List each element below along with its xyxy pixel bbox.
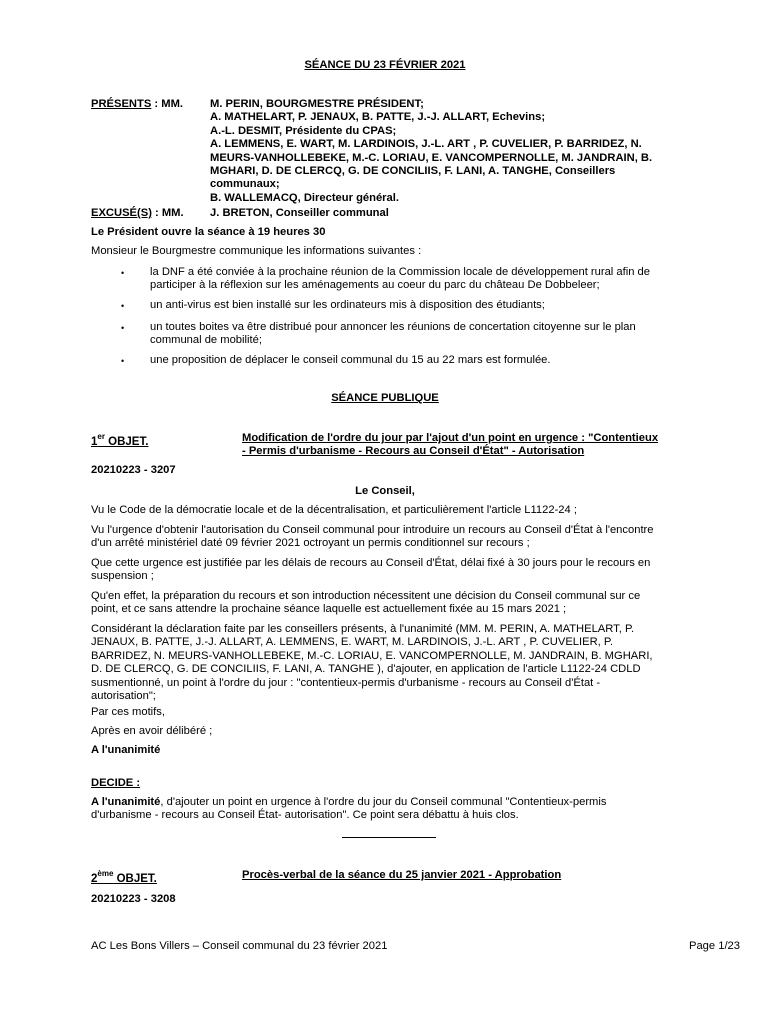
bullet-item: un toutes boites va être distribué pour annoncer les réunions de concertation citoyenne sur le plan communal de mobilité; (150, 321, 636, 347)
objet2-label: 2ème OBJET. (91, 869, 157, 885)
objet1-title: Modification de l'ordre du jour par l'ajout d'un point en urgence : "Contentieux - Permis d'urbanisme - Recours au Conseil d'État" - Autorisation (242, 432, 659, 458)
paragraph: Considérant la déclaration faite par les conseillers présents, à l'unanimité (MM. M. PERIN, A. MATHELART, P. JENAUX, B. PATTE, J.-J. ALLART, A. LEMMENS, E. WART, M. LARDINOIS, J.-L. ART , P. CUVELIER, P. BARRIDEZ, N. MEURS-VANHOLLEBEKE, M.-C. LORIAU, E. VANCOMPERNOLLE, M. JANDRAIN, B. MGHARI, D. DE CLERCQ, G. DE CONCILIIS, F. LANI, A. TANGHE ), d'ajouter, en application de l'article L1122-24 CDLD susmentionné, un point à l'ordre du jour : "contentieux-permis d'urbanisme - recours au Conseil d'État - autorisation"; (91, 623, 653, 703)
apres-delibere: Après en avoir délibéré ; (91, 725, 213, 737)
paragraph: Vu le Code de la démocratie locale et de la décentralisation, et particulièrement l'article L1122-24 ; (91, 504, 577, 516)
page-title: SÉANCE DU 23 FÉVRIER 2021 (304, 59, 466, 71)
excuses-label: EXCUSÉ(S) : MM. (91, 207, 184, 219)
bullet-item: la DNF a été conviée à la prochaine réunion de la Commission locale de développement rural afin de participer à la réflexion sur les aménagements au coeur du parc du château De Dobbeleer; (150, 266, 650, 292)
decision-text: A l'unanimité, d'ajouter un point en urgence à l'ordre du jour du Conseil communal "Contentieux-permis d'urbanisme - recours au Conseil État- autorisation". Ce point sera débattu à huis clos. (91, 796, 607, 822)
objet1-ref: 20210223 - 3207 (91, 464, 176, 476)
bullet-marker: • (121, 356, 125, 366)
objet1-label: 1er OBJET. (91, 432, 149, 448)
unanimite-line: A l'unanimité (91, 744, 161, 756)
bullet-marker: • (121, 301, 125, 311)
par-ces-motifs: Par ces motifs, (91, 706, 165, 718)
presents-list: M. PERIN, BOURGMESTRE PRÉSIDENT; A. MATHELART, P. JENAUX, B. PATTE, J.-J. ALLART, Echevins; A.-L. DESMIT, Présidente du CPAS; A. LEMMENS, E. WART, M. LARDINOIS, J.-L. ART , P. CUVELIER, P. BARRIDEZ, N. MEURS-VANHOLLEBEKE, M.-C. LORIAU, E. VANCOMPERNOLLE, M. JANDRAIN, B. MGHARI, D. DE CLERCQ, G. DE CONCILIIS, F. LANI, A. TANGHE, Conseillers communaux; B. WALLEMACQ, Directeur général. (210, 98, 653, 204)
separator (342, 837, 436, 838)
objet2-ref: 20210223 - 3208 (91, 893, 176, 905)
page-number: Page 1/23 (688, 940, 740, 952)
section-heading: SÉANCE PUBLIQUE (331, 392, 439, 404)
paragraph: Qu'en effet, la préparation du recours et son introduction nécessitent une décision du Conseil communal sur ce point, et ce sans attendre la prochaine séance laquelle est actuellement fixée au 15 mars 2021 ; (91, 590, 641, 616)
bullet-item: un anti-virus est bien installé sur les ordinateurs mis à disposition des étudiants; (150, 299, 545, 311)
opening-line: Le Président ouvre la séance à 19 heures 30 (91, 226, 326, 238)
excuses-text: J. BRETON, Conseiller communal (210, 207, 389, 219)
decide-heading: DECIDE : (91, 777, 141, 789)
objet2-title: Procès-verbal de la séance du 25 janvier 2021 - Approbation (242, 869, 562, 881)
bullet-marker: • (121, 323, 125, 333)
announce-intro: Monsieur le Bourgmestre communique les informations suivantes : (91, 245, 422, 257)
presents-label: PRÉSENTS : MM. (91, 98, 184, 110)
council-heading: Le Conseil, (355, 485, 415, 497)
paragraph: Que cette urgence est justifiée par les délais de recours au Conseil d'État, délai fixé à 30 jours pour le recours en suspension ; (91, 557, 651, 583)
footer-left: AC Les Bons Villers – Conseil communal du 23 février 2021 (91, 940, 388, 952)
bullet-marker: • (121, 268, 125, 278)
bullet-item: une proposition de déplacer le conseil communal du 15 au 22 mars est formulée. (150, 354, 551, 366)
paragraph: Vu l'urgence d'obtenir l'autorisation du Conseil communal pour introduire un recours au Conseil d'État à l'encontre d'un arrêté ministériel daté 09 février 2021 octroyant un permis conditionnel sur recours ; (91, 524, 654, 550)
